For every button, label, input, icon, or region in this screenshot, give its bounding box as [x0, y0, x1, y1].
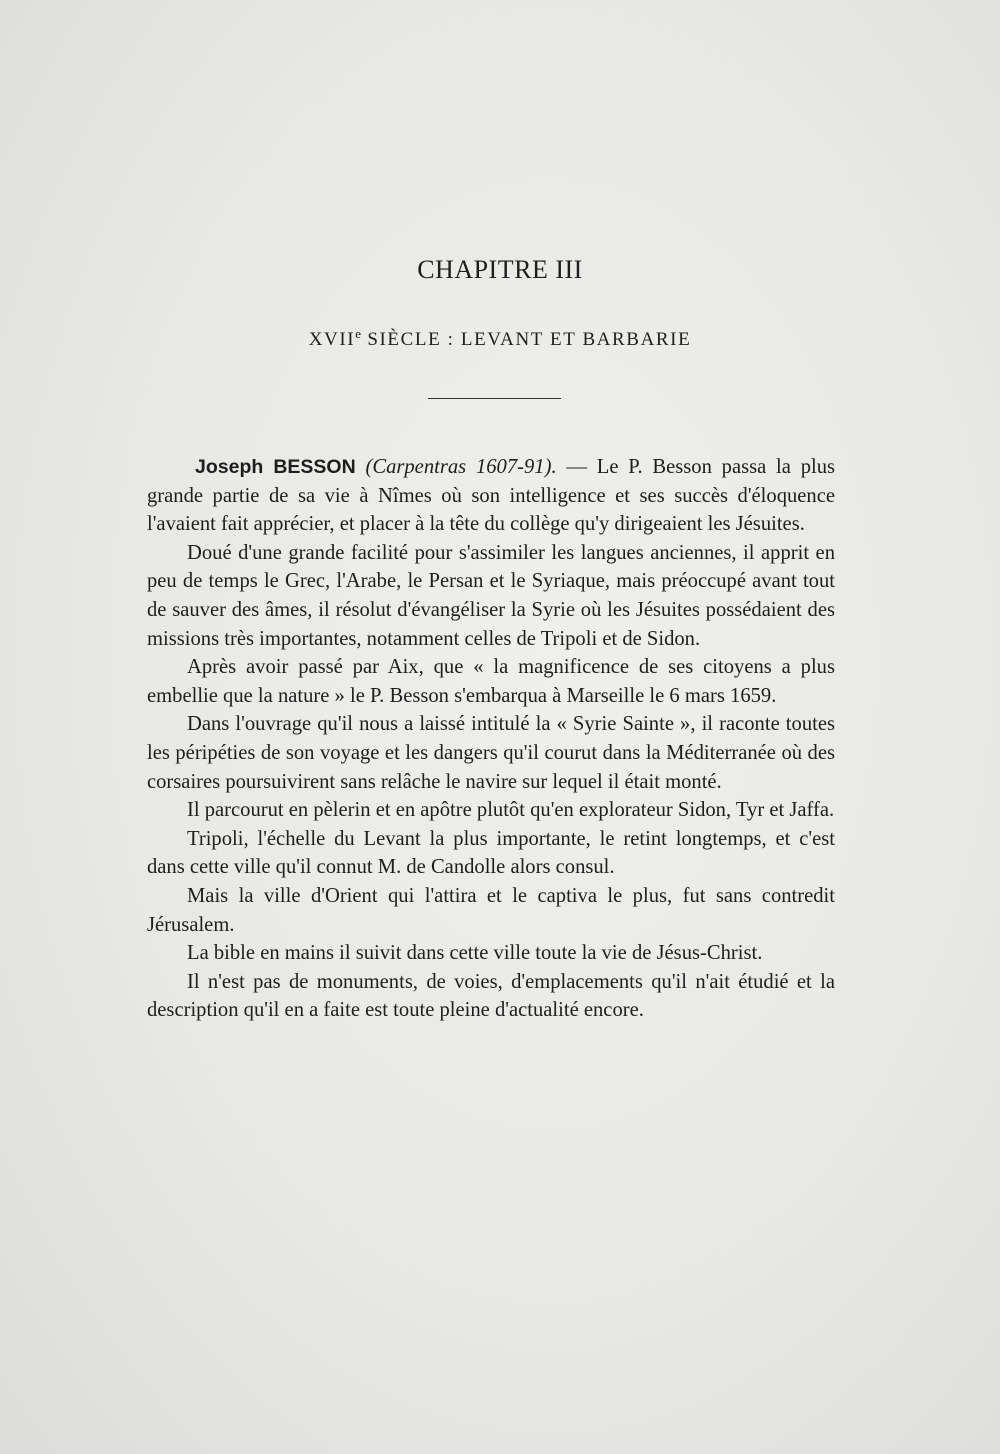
- paragraph: Il parcourut en pèlerin et en apôtre plutôt qu'en explorateur Sidon, Tyr et Jaffa.: [187, 799, 835, 822]
- paragraph-intro: [147, 453, 835, 539]
- entry-origin: (Carpentras 1607-91).: [365, 456, 557, 478]
- paragraph: Doué d'une grande facilité pour s'assimiler les langues anciennes, il apprit en peu de temps le Grec, l'Arabe, le Persan et le Syriaque, mais préoccupé avant tout de sauver des âmes, il résolut d'évangéliser la Syrie où les Jésuites possédaient des missions très importantes, notamment celles de Tripoli et de Sidon.: [147, 541, 835, 650]
- paragraph: Mais la ville d'Orient qui l'attira et le captiva le plus, fut sans contredit Jérusalem.: [147, 884, 835, 936]
- subtitle-text: SIÈCLE : LEVANT ET BARBARIE: [360, 329, 692, 350]
- subtitle-superscript: e: [355, 326, 361, 341]
- entry-name: Joseph BESSON: [195, 456, 356, 478]
- chapter-subtitle: [0, 326, 1000, 354]
- paragraph: Après avoir passé par Aix, que « la magnificence de ses citoyens a plus embellie que la nature » le P. Besson s'embarqua à Marseille le 6 mars 1659.: [147, 656, 835, 707]
- paragraph: Il n'est pas de monuments, de voies, d'emplacements qu'il n'ait étudié et la description qu'il en a faite est toute pleine d'actualité encore.: [147, 970, 835, 1022]
- chapter-title: CHAPITRE III: [417, 255, 583, 284]
- body-text: [147, 453, 835, 1025]
- subtitle-century: XVII: [308, 329, 356, 350]
- section-divider: [428, 398, 561, 399]
- paragraph: Tripoli, l'échelle du Levant la plus importante, le retint longtemps, et c'est dans cette ville qu'il connut M. de Candolle alors consul.: [147, 827, 835, 879]
- paragraph: Dans l'ouvrage qu'il nous a laissé intitulé la « Syrie Sainte », il raconte toutes les péripéties de son voyage et les dangers qu'il courut dans la Méditerranée où des corsaires poursuivirent sans relâche le navire sur lequel il était monté.: [147, 713, 835, 793]
- entry-intro: — Le P. Besson passa la plus grande partie de sa vie à Nîmes où son intelligence et ses succès d'éloquence l'avaient fait apprécier, et placer à la tête du collège qu'y dirigeaient les Jésuites.: [147, 456, 836, 536]
- paragraph: La bible en mains il suivit dans cette ville toute la vie de Jésus-Christ.: [187, 942, 763, 965]
